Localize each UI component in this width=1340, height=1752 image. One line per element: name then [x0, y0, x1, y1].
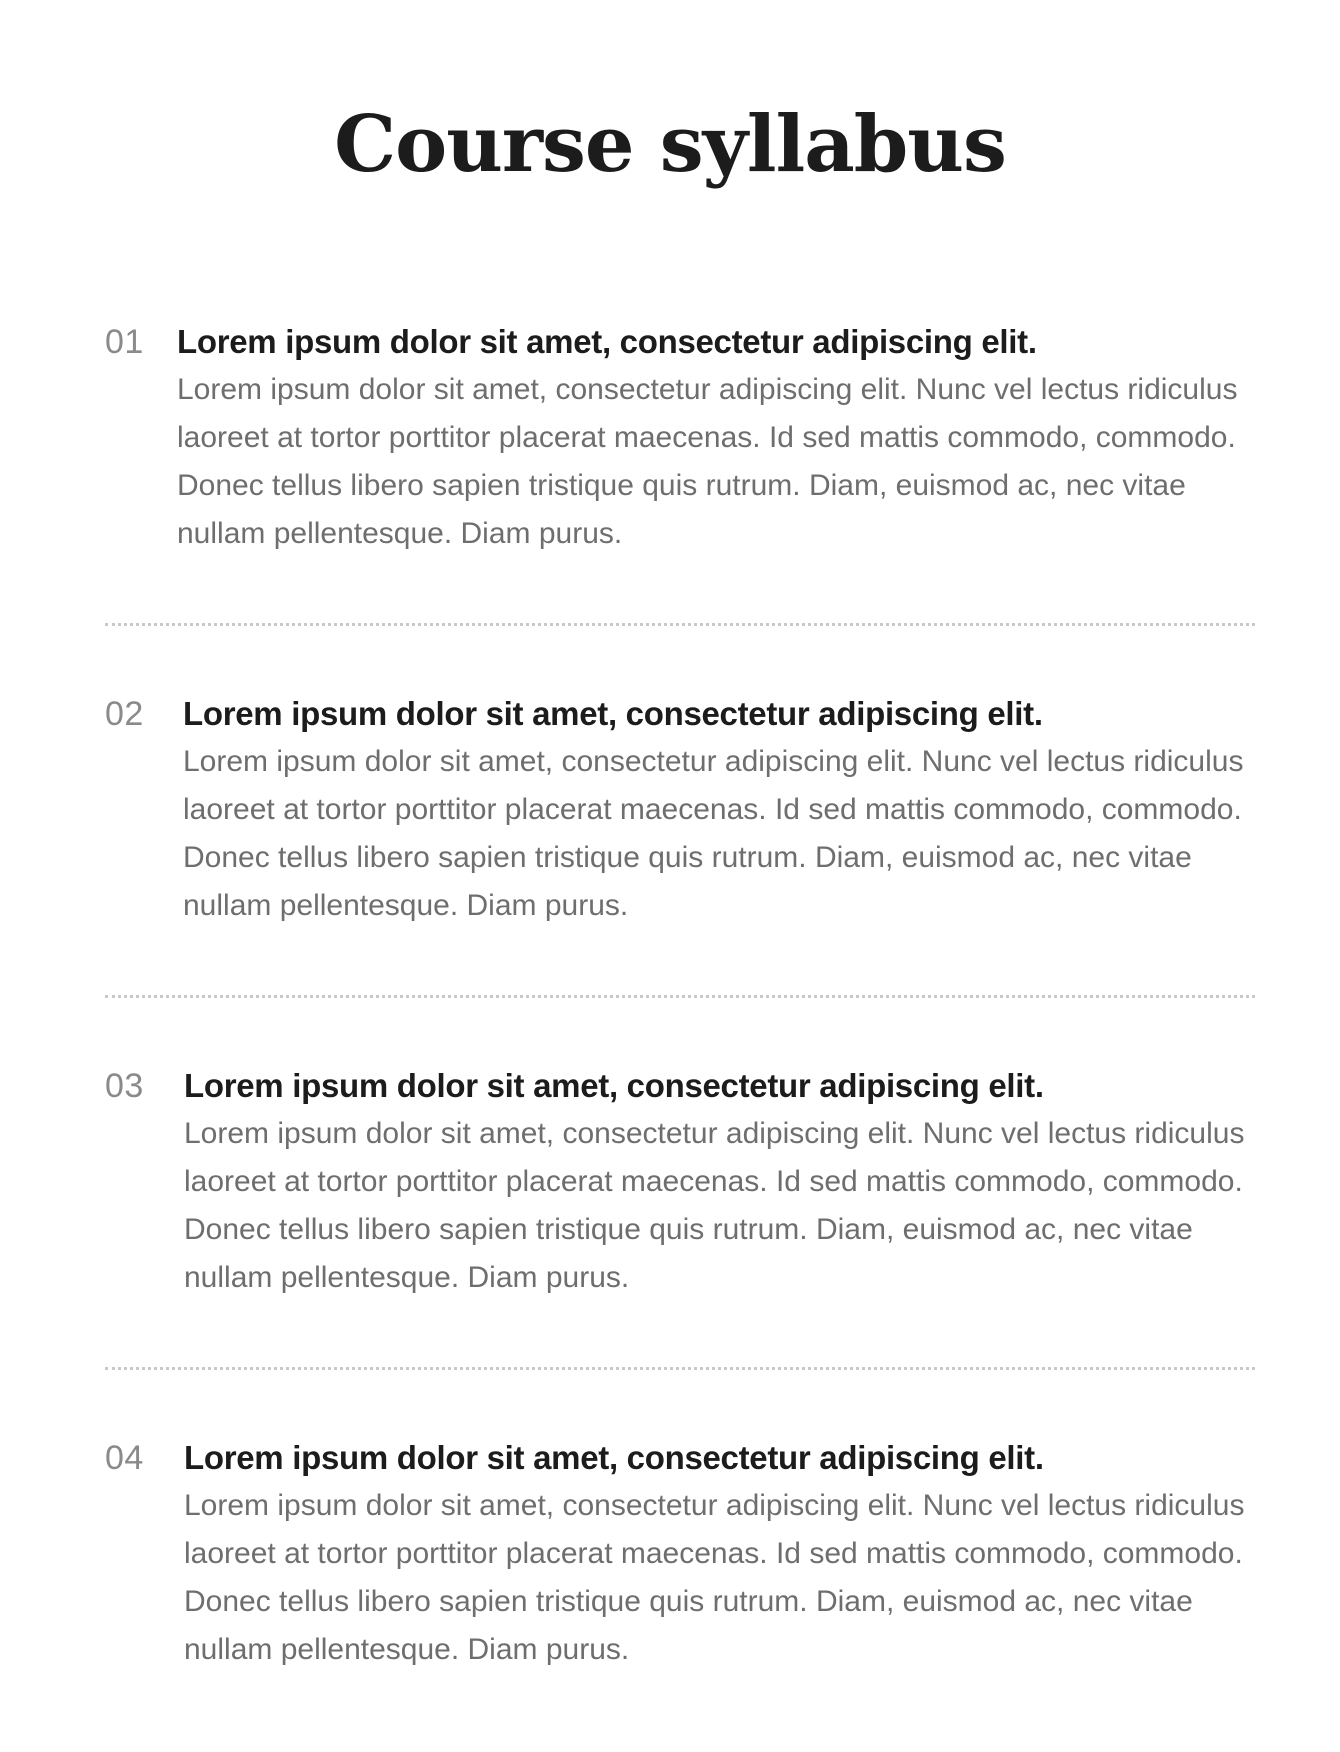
divider	[105, 623, 1255, 626]
page-title: Course syllabus	[334, 99, 1006, 190]
item-content	[183, 690, 1263, 930]
item-content	[177, 318, 1257, 558]
item-heading: Lorem ipsum dolor sit amet, consectetur adipiscing elit.	[177, 323, 1037, 360]
item-number: 03	[105, 1067, 144, 1105]
item-number: 02	[105, 695, 144, 733]
syllabus-item-01	[105, 318, 1255, 558]
item-body: Lorem ipsum dolor sit amet, consectetur adipiscing elit. Nunc vel lectus ridiculus laoreet at tortor porttitor placerat maecenas. Id sed mattis commodo, commodo. Donec tellus libero sapien tristique quis rutrum. Diam, euismod ac, nec vitae nullam pellentesque. Diam purus.	[177, 373, 1238, 550]
item-number: 01	[105, 323, 144, 361]
item-heading: Lorem ipsum dolor sit amet, consectetur adipiscing elit.	[183, 695, 1043, 732]
item-number: 04	[105, 1439, 144, 1477]
item-body: Lorem ipsum dolor sit amet, consectetur adipiscing elit. Nunc vel lectus ridiculus laoreet at tortor porttitor placerat maecenas. Id sed mattis commodo, commodo. Donec tellus libero sapien tristique quis rutrum. Diam, euismod ac, nec vitae nullam pellentesque. Diam purus.	[184, 1117, 1245, 1294]
item-body: Lorem ipsum dolor sit amet, consectetur adipiscing elit. Nunc vel lectus ridiculus laoreet at tortor porttitor placerat maecenas. Id sed mattis commodo, commodo. Donec tellus libero sapien tristique quis rutrum. Diam, euismod ac, nec vitae nullam pellentesque. Diam purus.	[184, 1489, 1245, 1666]
divider	[105, 1367, 1255, 1370]
divider	[105, 995, 1255, 998]
item-content	[184, 1434, 1264, 1674]
item-body: Lorem ipsum dolor sit amet, consectetur adipiscing elit. Nunc vel lectus ridiculus laoreet at tortor porttitor placerat maecenas. Id sed mattis commodo, commodo. Donec tellus libero sapien tristique quis rutrum. Diam, euismod ac, nec vitae nullam pellentesque. Diam purus.	[183, 745, 1244, 922]
syllabus-item-03	[105, 1062, 1255, 1302]
item-heading: Lorem ipsum dolor sit amet, consectetur adipiscing elit.	[184, 1439, 1044, 1476]
syllabus-item-02	[105, 690, 1255, 930]
item-heading: Lorem ipsum dolor sit amet, consectetur adipiscing elit.	[184, 1067, 1044, 1104]
syllabus-item-04	[105, 1434, 1255, 1674]
item-content	[184, 1062, 1264, 1302]
